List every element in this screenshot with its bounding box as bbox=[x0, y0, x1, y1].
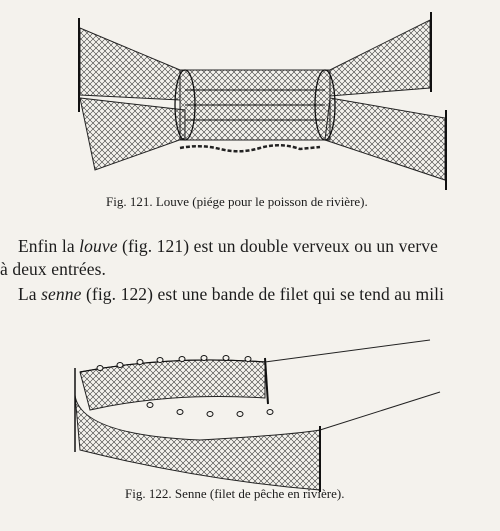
paragraph-louve-line1 bbox=[18, 236, 438, 257]
paragraph-senne-text-post: (fig. 122) est une bande de filet qui se tend au mili bbox=[81, 284, 445, 304]
figure-121-title: Louve (piége pour le poisson de rivière). bbox=[155, 194, 368, 209]
senne-drawing bbox=[75, 340, 440, 492]
figure-121-caption bbox=[106, 194, 368, 210]
paragraph-senne-text-pre: La bbox=[18, 284, 42, 304]
figure-122-label: Fig. 122. bbox=[125, 486, 172, 501]
louve-drawing bbox=[79, 12, 446, 190]
figure-121-louve bbox=[0, 0, 500, 200]
figure-121-label: Fig. 121. bbox=[106, 194, 153, 209]
paragraph-senne-term: senne bbox=[41, 284, 82, 304]
figure-122-title: Senne (filet de pêche en rivière). bbox=[174, 486, 345, 501]
paragraph-louve-text-pre: Enfin la bbox=[18, 236, 80, 256]
paragraph-senne bbox=[18, 284, 444, 305]
paragraph-louve-text-post: (fig. 121) est un double verveux ou un verve bbox=[117, 236, 438, 256]
paragraph-louve-line2 bbox=[0, 259, 106, 280]
figure-122-caption bbox=[125, 486, 344, 502]
paragraph-louve-term: louve bbox=[79, 236, 118, 256]
paragraph-louve-line2-text: à deux entrées. bbox=[0, 259, 106, 279]
